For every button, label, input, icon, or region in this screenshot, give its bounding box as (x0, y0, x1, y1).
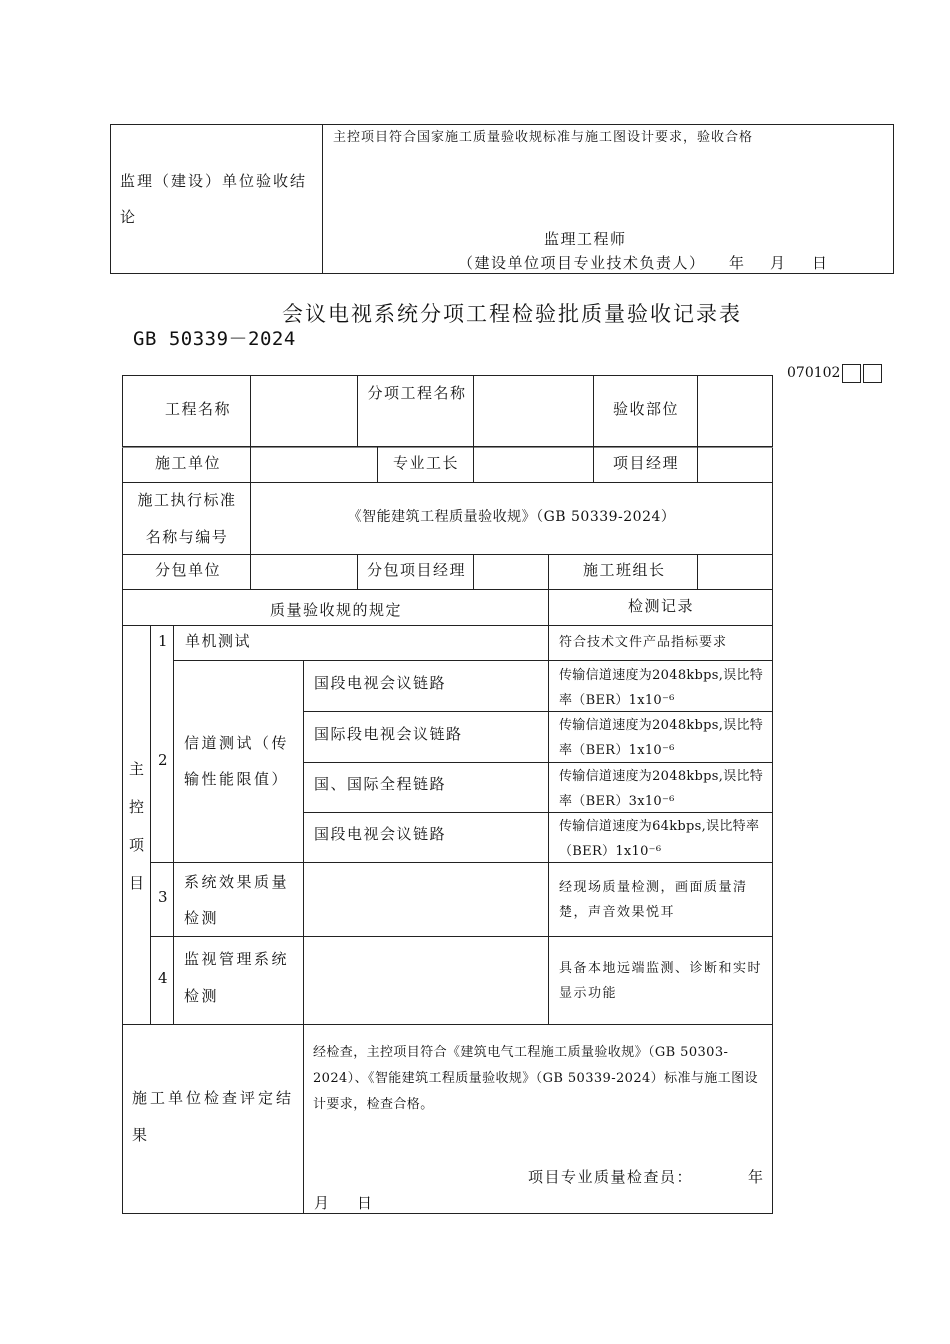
supervision-engineer-label: 监理工程师 (544, 230, 627, 248)
team-leader-label: 施工班组长 (583, 561, 666, 579)
main-control-group-label: 主控项目 (129, 760, 146, 892)
construction-unit-label: 施工单位 (155, 454, 222, 472)
quality-inspector-label: 项目专业质量检查员： (528, 1168, 694, 1186)
exec-standard-label: 施工执行标准名称与编号 (137, 491, 237, 546)
project-name-label: 工程名称 (165, 400, 232, 418)
item-3-no: 3 (158, 888, 170, 906)
item-2-sub-4-name: 国段电视会议链路 (314, 825, 447, 843)
evaluation-day: 日 (357, 1194, 374, 1212)
code-box-2[interactable] (863, 364, 882, 383)
project-manager-label: 项目经理 (613, 454, 680, 472)
supervision-day: 日 (812, 254, 829, 272)
acceptance-part-field[interactable] (699, 377, 771, 445)
item-3-record: 经现场质量检测，画面质量清楚，声音效果悦耳 (559, 880, 748, 920)
supervision-conclusion-label: 监理（建设）单位验收结论 (120, 172, 308, 226)
item-2-sub-4-record: 传输信道速度为64kbps,误比特率（BER）1x10⁻⁶ (559, 819, 760, 859)
spec-header: 质量验收规的规定 (270, 601, 403, 619)
evaluation-text: 经检查，主控项目符合《建筑电气工程施工质量验收规》（GB 50303-2024）、《智能建筑工程质量验收规》（GB 50339-2024）标准与施工图设计要求，检查合格。 (313, 1045, 758, 1112)
exec-standard-value: 《智能建筑工程质量验收规》（GB 50339-2024） (347, 509, 676, 525)
record-header: 检测记录 (628, 597, 695, 615)
item-4-record: 具备本地远端监测、诊断和实时显示功能 (559, 961, 763, 1001)
item-2-sub-1-record: 传输信道速度为2048kbps,误比特率（BER）1x10⁻⁶ (559, 668, 764, 708)
supervision-year: 年 (729, 254, 746, 272)
item-2-sub-3-name: 国、国际全程链路 (314, 775, 447, 793)
subcontract-manager-label: 分包项目经理 (367, 561, 467, 579)
project-name-field[interactable] (252, 377, 356, 445)
supervision-responsible-label: （建设单位项目专业技术负责人） (458, 254, 706, 272)
sub-project-name-label: 分项工程名称 (367, 384, 467, 402)
item-2-sub-2-record: 传输信道速度为2048kbps,误比特率（BER）1x10⁻⁶ (559, 718, 764, 758)
evaluation-label: 施工单位检查评定结果 (132, 1089, 295, 1144)
item-4-name: 监视管理系统检测 (184, 950, 290, 1005)
sub-project-name-field[interactable] (475, 377, 592, 445)
supervision-conclusion-text: 主控项目符合国家施工质量验收规标准与施工图设计要求，验收合格 (333, 130, 754, 145)
subcontract-unit-label: 分包单位 (155, 561, 222, 579)
project-manager-field[interactable] (699, 449, 771, 481)
form-code: 070102 (787, 365, 841, 381)
subcontract-unit-field[interactable] (252, 556, 356, 588)
foreman-label: 专业工长 (393, 454, 460, 472)
team-leader-field[interactable] (699, 556, 771, 588)
construction-unit-field[interactable] (252, 449, 376, 481)
item-4-no: 4 (158, 969, 170, 987)
item-2-sub-1-name: 国段电视会议链路 (314, 674, 447, 692)
item-3-name: 系统效果质量检测 (184, 873, 290, 927)
form-standard: GB 50339－2024 (133, 328, 296, 350)
evaluation-year: 年 (748, 1168, 765, 1186)
foreman-field[interactable] (475, 449, 592, 481)
code-box-1[interactable] (842, 364, 861, 383)
item-2-no: 2 (158, 751, 170, 769)
item-1-record: 符合技术文件产品指标要求 (559, 635, 728, 650)
item-1-name: 单机测试 (185, 632, 252, 650)
supervision-month: 月 (770, 254, 787, 272)
subcontract-manager-field[interactable] (475, 556, 547, 588)
evaluation-month: 月 (314, 1194, 331, 1212)
form-title: 会议电视系统分项工程检验批质量验收记录表 (282, 302, 742, 326)
item-2-sub-3-record: 传输信道速度为2048kbps,误比特率（BER）3x10⁻⁶ (559, 769, 764, 809)
item-2-name: 信道测试（传输性能限值） (184, 734, 290, 788)
item-1-no: 1 (158, 632, 170, 650)
acceptance-part-label: 验收部位 (613, 400, 680, 418)
item-2-sub-2-name: 国际段电视会议链路 (314, 725, 463, 743)
